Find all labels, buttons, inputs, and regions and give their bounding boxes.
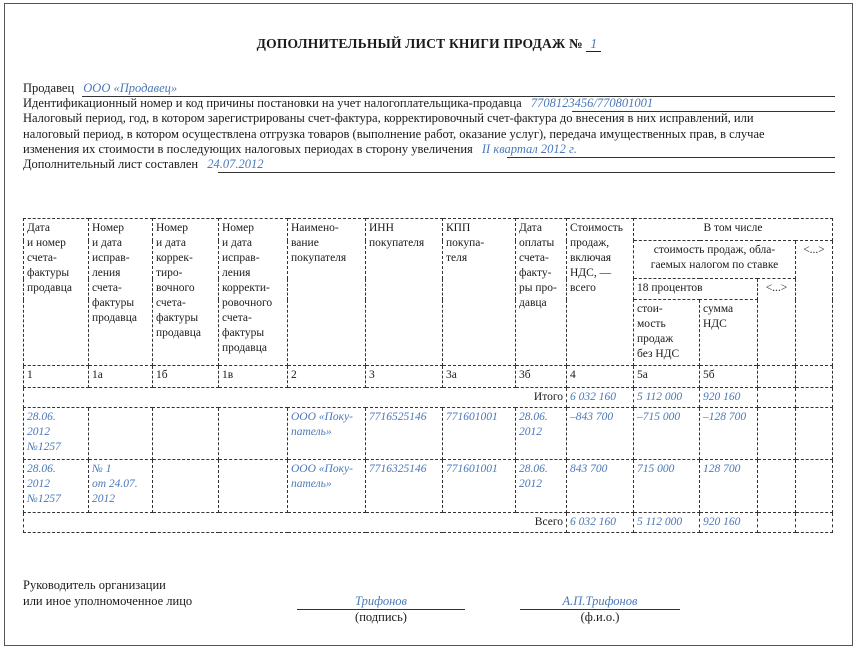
header-including: В том числе [634, 219, 833, 241]
compiled-line [23, 157, 264, 172]
row-inn: 7716525146 [366, 408, 443, 460]
vsego-label: Всего [24, 513, 567, 533]
row-net: –715 000 [634, 408, 700, 460]
row-total: 843 700 [567, 460, 634, 513]
signature-caption: (подпись) [355, 610, 407, 624]
empty-cell [153, 408, 219, 460]
seller-label: Продавец [23, 81, 75, 95]
itogo-vat: 920 160 [700, 388, 758, 408]
tax-period-underline [507, 157, 835, 158]
header-other-rate-1: <...> [796, 241, 833, 366]
document-title [0, 36, 858, 52]
empty-cell [796, 460, 833, 513]
tax-period-line2: налоговый период, в котором осуществлена отгрузка товаров (выполнение работ, оказание услуг), передача имущественных прав, в случае [23, 127, 765, 141]
vsego-vat: 920 160 [700, 513, 758, 533]
colnum: 1б [153, 366, 219, 388]
compiled-value: 24.07.2012 [207, 157, 264, 171]
empty-cell [758, 460, 796, 513]
row-vat: –128 700 [700, 408, 758, 460]
empty-cell [796, 408, 833, 460]
colnum: 1в [219, 366, 288, 388]
row-paydate: 28.06. 2012 [516, 460, 567, 513]
colnum: 1а [89, 366, 153, 388]
vsego-total: 6 032 160 [567, 513, 634, 533]
header-vat-amount: сумма НДС [700, 300, 758, 366]
tax-period-value: II квартал 2012 г. [481, 142, 577, 156]
itogo-row [24, 388, 833, 408]
header-invoice-correction: Номер и дата исправ- ления счета- фактуры продавца [89, 219, 153, 366]
colnum-empty [796, 366, 833, 388]
header-adjustment-correction: Номер и дата исправ- ления корректи- ровочного счета- фактуры продавца [219, 219, 288, 366]
table-row [24, 460, 833, 513]
column-numbers-row [24, 366, 833, 388]
sales-table [23, 218, 833, 533]
empty-cell [153, 460, 219, 513]
row-correction: № 1 от 24.07. 2012 [89, 460, 153, 513]
colnum: 1 [24, 366, 89, 388]
tax-period-line3 [23, 142, 577, 157]
compiled-underline [218, 172, 835, 173]
header-other-rate-2: <...> [758, 279, 796, 366]
inn-line [23, 96, 653, 111]
inn-value: 7708123456/770801001 [530, 96, 654, 110]
colnum: 3а [443, 366, 516, 388]
row-buyer: ООО «Поку- патель» [288, 408, 366, 460]
row-paydate: 28.06. 2012 [516, 408, 567, 460]
header-buyer-inn: ИНН покупателя [366, 219, 443, 366]
row-kpp: 771601001 [443, 408, 516, 460]
tax-period-line1: Налоговый период, год, в котором зарегистрированы счет-фактура, корректировочный счет-фактура до внесения в них исправлений, или [23, 111, 754, 125]
row-total: –843 700 [567, 408, 634, 460]
colnum-empty [758, 366, 796, 388]
compiled-label: Дополнительный лист составлен [23, 157, 199, 171]
empty-cell [796, 388, 833, 408]
colnum: 4 [567, 366, 634, 388]
empty-cell [758, 513, 796, 533]
row-inn: 7716325146 [366, 460, 443, 513]
row-vat: 128 700 [700, 460, 758, 513]
empty-cell [219, 408, 288, 460]
empty-cell [758, 408, 796, 460]
colnum: 5б [700, 366, 758, 388]
row-correction [89, 408, 153, 460]
header-buyer-name: Наимено- вание покупателя [288, 219, 366, 366]
colnum: 2 [288, 366, 366, 388]
row-invoice-date: 28.06. 2012 №1257 [24, 460, 89, 513]
seller-value: ООО «Продавец» [83, 81, 178, 95]
itogo-net: 5 112 000 [634, 388, 700, 408]
row-kpp: 771601001 [443, 460, 516, 513]
empty-cell [758, 388, 796, 408]
header-buyer-kpp: КПП покупа- теля [443, 219, 516, 366]
vsego-row [24, 513, 833, 533]
signature-value: Трифонов [355, 594, 407, 608]
itogo-total: 6 032 160 [567, 388, 634, 408]
colnum: 5а [634, 366, 700, 388]
empty-cell [796, 513, 833, 533]
sheet-number: 1 [586, 36, 601, 52]
header-18-percent: 18 процентов [634, 279, 758, 300]
name-value: А.П.Трифонов [562, 594, 638, 608]
itogo-label: Итого [24, 388, 567, 408]
tax-period-line3-text: изменения их стоимости в последующих налоговых периодах в сторону увеличения [23, 142, 473, 156]
footer-head-line1: Руководитель организации [23, 578, 166, 592]
header-invoice-date-number: Дата и номер счета- фактуры продавца [24, 219, 89, 366]
header-payment-date: Дата оплаты счета- факту- ры про- давца [516, 219, 567, 366]
row-buyer: ООО «Поку- патель» [288, 460, 366, 513]
header-net-sales: стои- мость продаж без НДС [634, 300, 700, 366]
row-invoice-date: 28.06. 2012 №1257 [24, 408, 89, 460]
empty-cell [219, 460, 288, 513]
footer-head-line2: или иное уполномоченное лицо [23, 594, 193, 608]
row-net: 715 000 [634, 460, 700, 513]
name-caption: (ф.и.о.) [580, 610, 620, 624]
vsego-net: 5 112 000 [634, 513, 700, 533]
seller-line [23, 81, 177, 96]
title-text: ДОПОЛНИТЕЛЬНЫЙ ЛИСТ КНИГИ ПРОДАЖ № [256, 36, 583, 51]
inn-label: Идентификационный номер и код причины постановки на учет налогоплательщика-продавца [23, 96, 522, 110]
header-total-sales: Стоимость продаж, включая НДС, — всего [567, 219, 634, 366]
header-taxable-sales: стоимость продаж, обла- гаемых налогом по ставке [634, 241, 796, 279]
header-adjustment-invoice: Номер и дата коррек- тиро- вочного счета- фактуры продавца [153, 219, 219, 366]
table-row [24, 408, 833, 460]
colnum: 3б [516, 366, 567, 388]
colnum: 3 [366, 366, 443, 388]
